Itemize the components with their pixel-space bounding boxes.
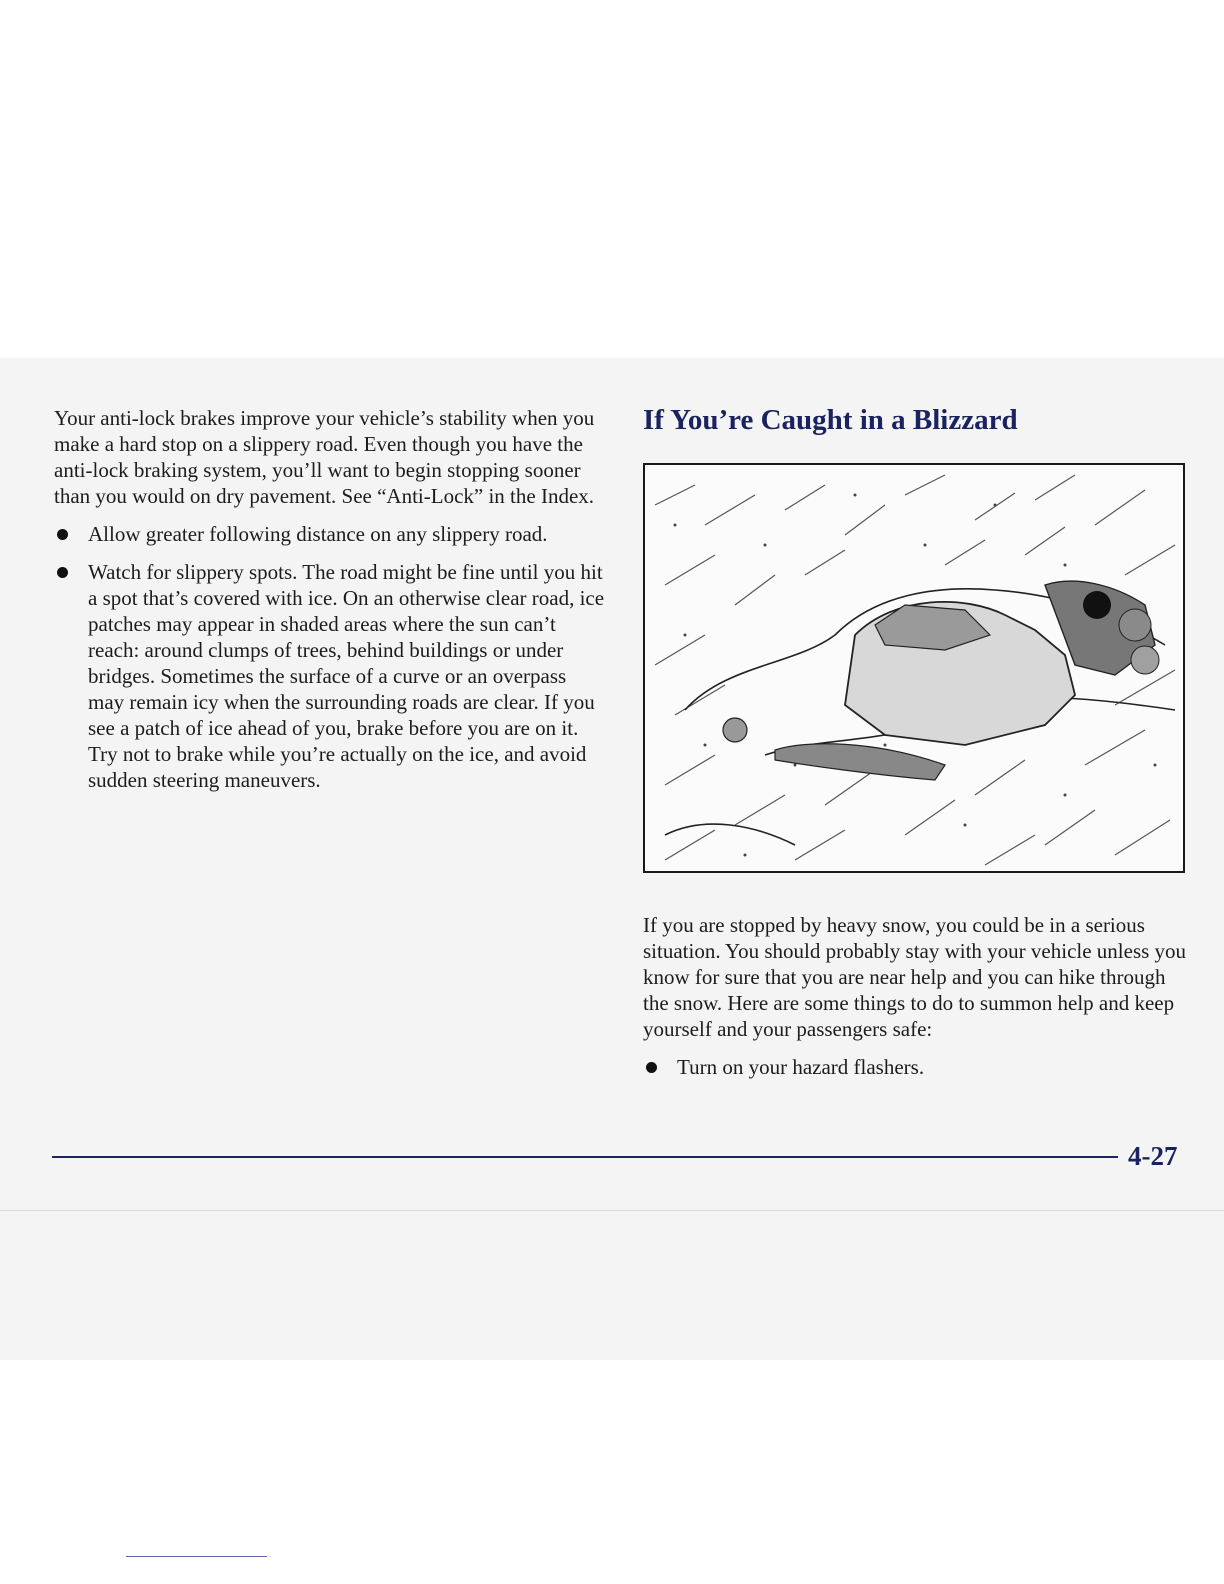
page-edge-divider xyxy=(0,1210,1224,1211)
section-heading: If You’re Caught in a Blizzard xyxy=(643,404,1018,436)
list-item xyxy=(643,1054,1188,1080)
right-column-header xyxy=(643,400,1188,440)
left-column xyxy=(54,405,606,805)
intro-paragraph: Your anti-lock brakes improve your vehicle’s stability when you make a hard stop on a slippery road. Even though you have the anti-lock braking system, you’ll want to begin stopping sooner than you would on dry pavement. See “Anti-Lock” in the Index. xyxy=(54,406,595,508)
bullet-text: Turn on your hazard flashers. xyxy=(677,1055,925,1079)
left-bullet-list xyxy=(54,521,606,793)
list-item xyxy=(54,521,606,547)
footer-rule xyxy=(52,1156,1118,1158)
bullet-text: Watch for slippery spots. The road might be fine until you hit a spot that’s covered with ice. On an otherwise clear road, ice patches may appear in shaded areas where the sun can’t reach: around clumps of trees, behind buildings or under bridges. Sometimes the surface of a curve or an overpass may remain icy when the surrounding roads are clear. If you see a patch of ice ahead of you, brake before you are on it. Try not to brake while you’re actually on the ice, and avoid sudden steering maneuvers. xyxy=(88,560,605,792)
snowbound-car-illustration xyxy=(643,463,1185,873)
blizzard-paragraph: If you are stopped by heavy snow, you could be in a serious situation. You should probably stay with your vehicle unless you know for sure that you are near help and you can hike through the snow. Here are some things to do to summon help and keep yourself and your passengers safe: xyxy=(643,913,1187,1041)
car-shape xyxy=(723,581,1159,780)
bullet-icon xyxy=(646,1062,657,1073)
bullet-text: Allow greater following distance on any slippery road. xyxy=(88,522,548,546)
bullet-icon xyxy=(57,567,68,578)
bullet-icon xyxy=(57,529,68,540)
right-bullet-list xyxy=(643,1054,1188,1080)
bottom-link-underline xyxy=(126,1556,267,1557)
page-number: 4-27 xyxy=(1128,1141,1178,1171)
blizzard-scene-icon xyxy=(645,465,1183,871)
list-item xyxy=(54,559,606,793)
right-column-body xyxy=(643,912,1188,1092)
